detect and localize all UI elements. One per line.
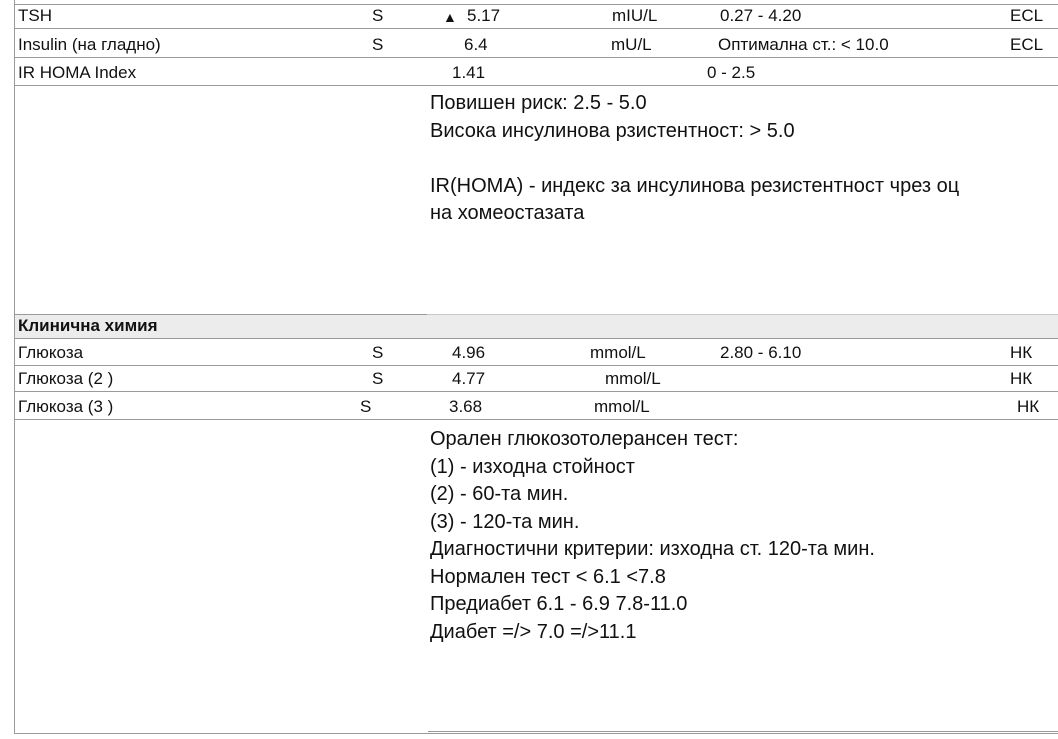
unit: mmol/L <box>594 397 650 416</box>
test-name: IR HOMA Index <box>18 63 137 82</box>
method: НК <box>1010 343 1033 362</box>
note-line: Повишен риск: 2.5 - 5.0 <box>430 92 647 114</box>
unit: mIU/L <box>612 6 658 25</box>
result-value: 5.17 <box>467 6 501 25</box>
reference-range: 2.80 - 6.10 <box>720 343 802 362</box>
sample-type: S <box>372 6 384 25</box>
reference-range: Оптимална ст.: < 10.0 <box>718 35 889 54</box>
ogtt-interpretation-note <box>430 426 875 646</box>
sample-type: S <box>360 397 372 416</box>
method: НК <box>1010 369 1033 388</box>
section-title: Клинична химия <box>18 316 158 335</box>
section-header-clinical-chemistry <box>15 314 1058 339</box>
note-line: на хомеостазата <box>430 202 585 224</box>
test-name: Глюкоза (3 ) <box>18 397 114 416</box>
method: НК <box>1017 397 1040 416</box>
result-value: 4.96 <box>452 343 486 362</box>
sample-type: S <box>372 343 384 362</box>
result-value: 3.68 <box>449 397 483 416</box>
note-line: Диабет =/> 7.0 =/>11.1 <box>430 620 637 643</box>
note-line: Предиабет 6.1 - 6.9 7.8-11.0 <box>430 593 688 615</box>
reference-range: 0.27 - 4.20 <box>720 6 802 25</box>
homa-interpretation-note <box>430 90 959 228</box>
note-line: Диагностични критерии: изходна ст. 120-та мин. <box>430 538 875 560</box>
unit: mU/L <box>611 35 652 54</box>
high-flag-icon: ▲ <box>443 9 457 25</box>
reference-range: 0 - 2.5 <box>707 63 756 82</box>
result-value: 1.41 <box>452 63 486 82</box>
note-line: Нормален тест < 6.1 <7.8 <box>430 565 666 588</box>
table-row <box>15 5 1058 29</box>
table-row <box>15 342 1058 366</box>
method: ECL <box>1010 6 1044 25</box>
note-bottom-rule <box>428 731 1058 732</box>
unit: mmol/L <box>605 369 661 388</box>
note-line: (2) - 60-та мин. <box>430 483 569 505</box>
table-row <box>15 368 1058 392</box>
unit: mmol/L <box>590 343 646 362</box>
table-row <box>15 396 1058 420</box>
note-line <box>430 145 959 173</box>
test-name: Глюкоза (2 ) <box>18 369 114 388</box>
test-name: TSH <box>18 6 52 25</box>
test-name: Insulin (на гладно) <box>18 35 161 54</box>
note-line: Висока инсулинова рзистентност: > 5.0 <box>430 119 795 142</box>
sample-type: S <box>372 369 384 388</box>
table-row <box>15 62 1058 86</box>
method: ECL <box>1010 35 1044 54</box>
table-row <box>15 34 1058 58</box>
note-line: Орален глюкозотолерансен тест: <box>430 428 739 450</box>
result-value: 4.77 <box>452 369 486 388</box>
sample-type: S <box>372 35 384 54</box>
note-line: IR(HOMA) - индекс за инсулинова резистентност чрез оц <box>430 174 960 197</box>
result-value: 6.4 <box>464 35 488 54</box>
test-name: Глюкоза <box>18 343 84 362</box>
note-line: (3) - 120-та мин. <box>430 510 580 533</box>
note-line: (1) - изходна стойност <box>430 455 635 478</box>
